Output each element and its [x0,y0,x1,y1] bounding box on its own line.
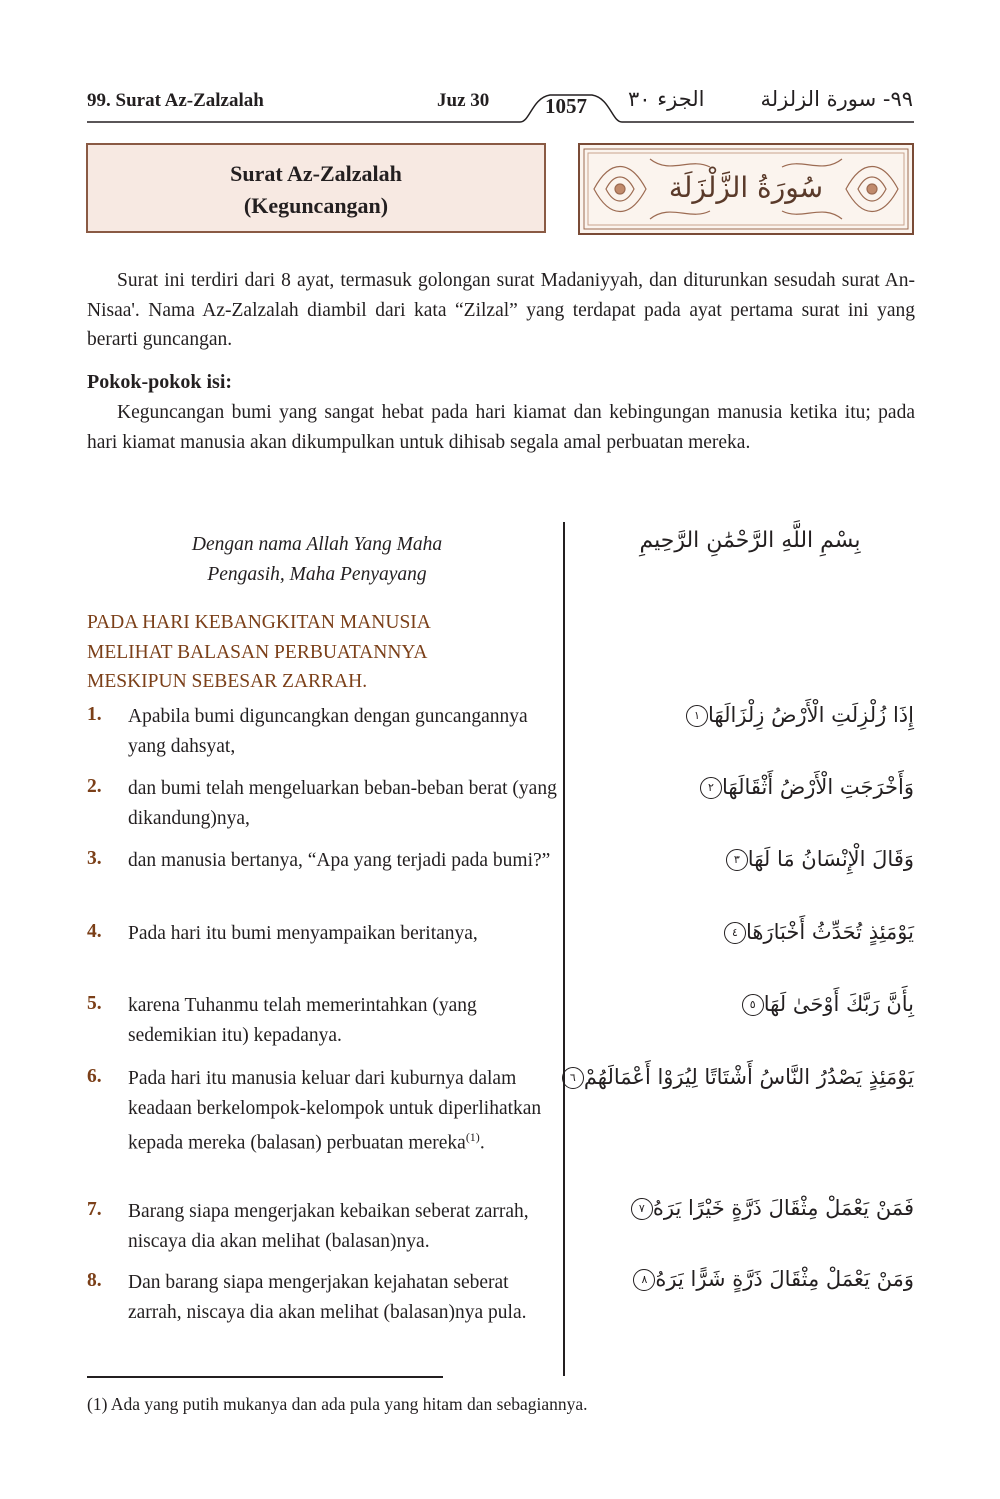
ayah-end-mark-icon: ٨ [633,1269,655,1291]
arabic-surah-calligraphy: سُورَةُ الزَّلْزَلَة [668,171,824,204]
running-head-surah: 99. Surat Az-Zalzalah [87,90,264,111]
verse-arabic [594,920,914,944]
verse-translation-end: . [479,1132,485,1154]
verse-translation: Pada hari itu bumi menyampaikan beritanya, [128,923,478,944]
verse-arabic-text: وَأَخْرَجَتِ الْأَرْضُ أَثْقَالَهَا [721,775,914,799]
verse-number: 1. [87,704,102,725]
verse-translation: dan bumi telah mengeluarkan beban-beban berat (yang dikandung)nya, [128,778,557,829]
verse-arabic [594,847,914,871]
running-head-arabic-juz: الجزء ٣٠ [628,87,705,111]
section-heading [87,608,547,697]
pokok-paragraph: Keguncangan bumi yang sangat hebat pada hari kiamat dan kebingungan manusia ketika itu; pada hari kiamat manusia akan dikumpulkan untuk dihisab segala amal perbuatan mereka. [87,402,915,453]
column-divider [563,522,565,1376]
verse-translation-text: Pada hari itu manusia keluar dari kuburnya dalam keadaan berkelompok-kelompok untuk diperlihatkan kepada mereka (balasan) perbuatan mereka [128,1068,542,1154]
verse-number: 6. [87,1066,102,1087]
running-head-arabic-surah: ٩٩- سورة الزلزلة [760,87,913,111]
verse-arabic-text: يَوْمَئِذٍ تُحَدِّثُ أَخْبَارَهَا [745,920,914,944]
bismillah-translation [87,530,547,589]
verse-number: 5. [87,993,102,1014]
footnote-ref[interactable]: (1) [465,1130,480,1144]
verse-number: 8. [87,1270,102,1291]
verse-arabic [594,1196,914,1220]
verse-arabic [594,1267,914,1291]
bismillah-translation-line: Pengasih, Maha Penyayang [207,563,427,585]
verse-arabic [594,703,914,727]
verse-number: 4. [87,921,102,942]
ayah-end-mark-icon: ١ [686,705,708,727]
verse-arabic [594,775,914,799]
verse-arabic-text: إِذَا زُلْزِلَتِ الْأَرْضُ زِلْزَالَهَا [708,703,914,727]
ayah-end-mark-icon: ٣ [726,849,748,871]
verse-translation: Apabila bumi diguncangkan dengan guncangannya yang dahsyat, [128,706,528,757]
verse-arabic-text: بِأَنَّ رَبَّكَ أَوْحَىٰ لَهَا [763,992,914,1016]
surah-title-meaning: (Keguncangan) [243,193,389,218]
verse-translation: Dan barang siapa mengerjakan kejahatan seberat zarrah, niscaya dia akan melihat (balasan)nya pula. [128,1272,527,1323]
footnote-rule [87,1376,443,1378]
footnote: (1) Ada yang putih mukanya dan ada pula yang hitam dan sebagiannya. [87,1394,588,1414]
ayah-end-mark-icon: ٤ [724,922,746,944]
verse-number: 3. [87,848,102,869]
bismillah-arabic: بِسْمِ اللَّهِ الرَّحْمَٰنِ الرَّحِيمِ [639,528,861,553]
verse-arabic-text: يَوْمَئِذٍ يَصْدُرُ النَّاسُ أَشْتَاتًا لِيُرَوْا أَعْمَالَهُمْ [583,1065,914,1089]
intro-paragraph: Surat ini terdiri dari 8 ayat, termasuk golongan surat Madaniyyah, dan diturunkan sesudah surat An-Nisaa'. Nama Az-Zalzalah diambil dari kata “Zilzal” yang terdapat pada ayat pertama surat ini yang berarti guncangan. [87,270,915,350]
surah-title-box [86,143,546,233]
ayah-end-mark-icon: ٦ [562,1067,584,1089]
verse-arabic [594,992,914,1016]
surah-title: Surat Az-Zalzalah [230,161,402,186]
ayah-end-mark-icon: ٢ [700,777,722,799]
verse-number: 7. [87,1199,102,1220]
section-heading-line: MESKIPUN SEBESAR ZARRAH. [87,671,368,692]
verse-translation [128,1064,558,1158]
verse-translation: karena Tuhanmu telah memerintahkan (yang sedemikian itu) kepadanya. [128,995,477,1046]
verse-translation: Barang siapa mengerjakan kebaikan seberat zarrah, niscaya dia akan melihat (balasan)nya. [128,1201,529,1252]
verse-arabic-text: فَمَنْ يَعْمَلْ مِثْقَالَ ذَرَّةٍ خَيْرًا يَرَهُ [652,1196,914,1220]
section-heading-line: PADA HARI KEBANGKITAN MANUSIA [87,612,431,633]
verse-translation: dan manusia bertanya, “Apa yang terjadi pada bumi?” [128,850,551,871]
verse-arabic [569,1065,914,1089]
bismillah-translation-line: Dengan nama Allah Yang Maha [191,534,443,555]
running-head-juz: Juz 30 [437,90,490,111]
ayah-end-mark-icon: ٥ [742,994,764,1016]
section-heading-line: MELIHAT BALASAN PERBUATANNYA [87,641,428,663]
ayah-end-mark-icon: ٧ [631,1198,653,1220]
verse-number: 2. [87,776,102,797]
page-number: 1057 [545,94,587,118]
verse-arabic-text: وَقَالَ الْإِنْسَانُ مَا لَهَا [747,847,914,871]
pokok-heading: Pokok-pokok isi: [87,371,233,393]
arabic-title-ornament [578,143,914,235]
verse-arabic-text: وَمَنْ يَعْمَلْ مِثْقَالَ ذَرَّةٍ شَرًّا يَرَهُ [655,1267,914,1291]
